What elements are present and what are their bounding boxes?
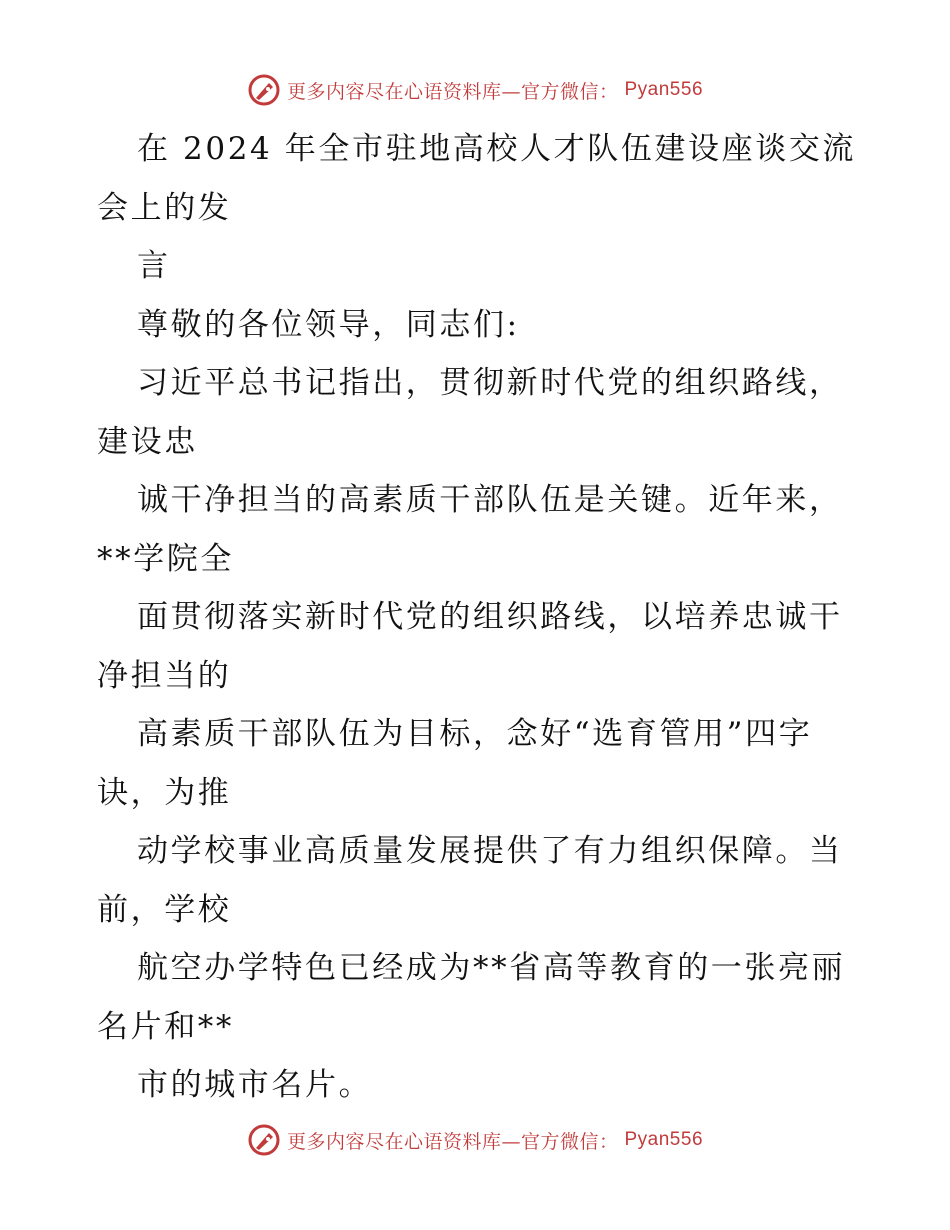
- paragraph-line: 面贯彻落实新时代党的组织路线，以培养忠诚干: [137, 599, 843, 635]
- paragraph-line: 前，学校: [97, 891, 232, 928]
- paragraph-line: 在 2024 年全市驻地高校人才队伍建设座谈交流: [137, 131, 856, 167]
- paragraph-line: 诀，为推: [97, 774, 232, 811]
- paragraph-line: 言: [137, 248, 171, 284]
- header-watermark: [0, 70, 950, 110]
- paragraph-line: 高素质干部队伍为目标，念好“选育管用”四字: [137, 716, 813, 752]
- watermark-text: 更多内容尽在心语资料库—官方微信：: [286, 80, 619, 103]
- paragraph-line: 习近平总书记指出，贯彻新时代党的组织路线，: [137, 365, 843, 401]
- paragraph-line: 航空办学特色已经成为**省高等教育的一张亮丽: [137, 950, 846, 986]
- paragraph-line: 建设忠: [97, 423, 198, 460]
- watermark-wechat-id: Pyan556: [624, 1129, 704, 1150]
- paragraph-line: **学院全: [97, 540, 234, 577]
- watermark-wechat-id: Pyan556: [624, 79, 704, 100]
- fountain-pen-icon: [247, 1123, 281, 1157]
- document-body: [97, 120, 857, 1115]
- paragraph-line: 净担当的: [97, 657, 232, 694]
- watermark-text: 更多内容尽在心语资料库—官方微信：: [286, 1130, 619, 1153]
- footer-watermark: [0, 1120, 950, 1160]
- paragraph-line: 诚干净担当的高素质干部队伍是关键。近年来，: [137, 482, 843, 518]
- paragraph-line: 动学校事业高质量发展提供了有力组织保障。当: [137, 833, 843, 869]
- paragraph-line: 市的城市名片。: [137, 1067, 373, 1103]
- salutation-line: 尊敬的各位领导，同志们:: [137, 306, 520, 343]
- paragraph-line: 名片和**: [97, 1008, 234, 1045]
- fountain-pen-icon: [247, 73, 281, 107]
- paragraph-line: 会上的发: [97, 189, 232, 226]
